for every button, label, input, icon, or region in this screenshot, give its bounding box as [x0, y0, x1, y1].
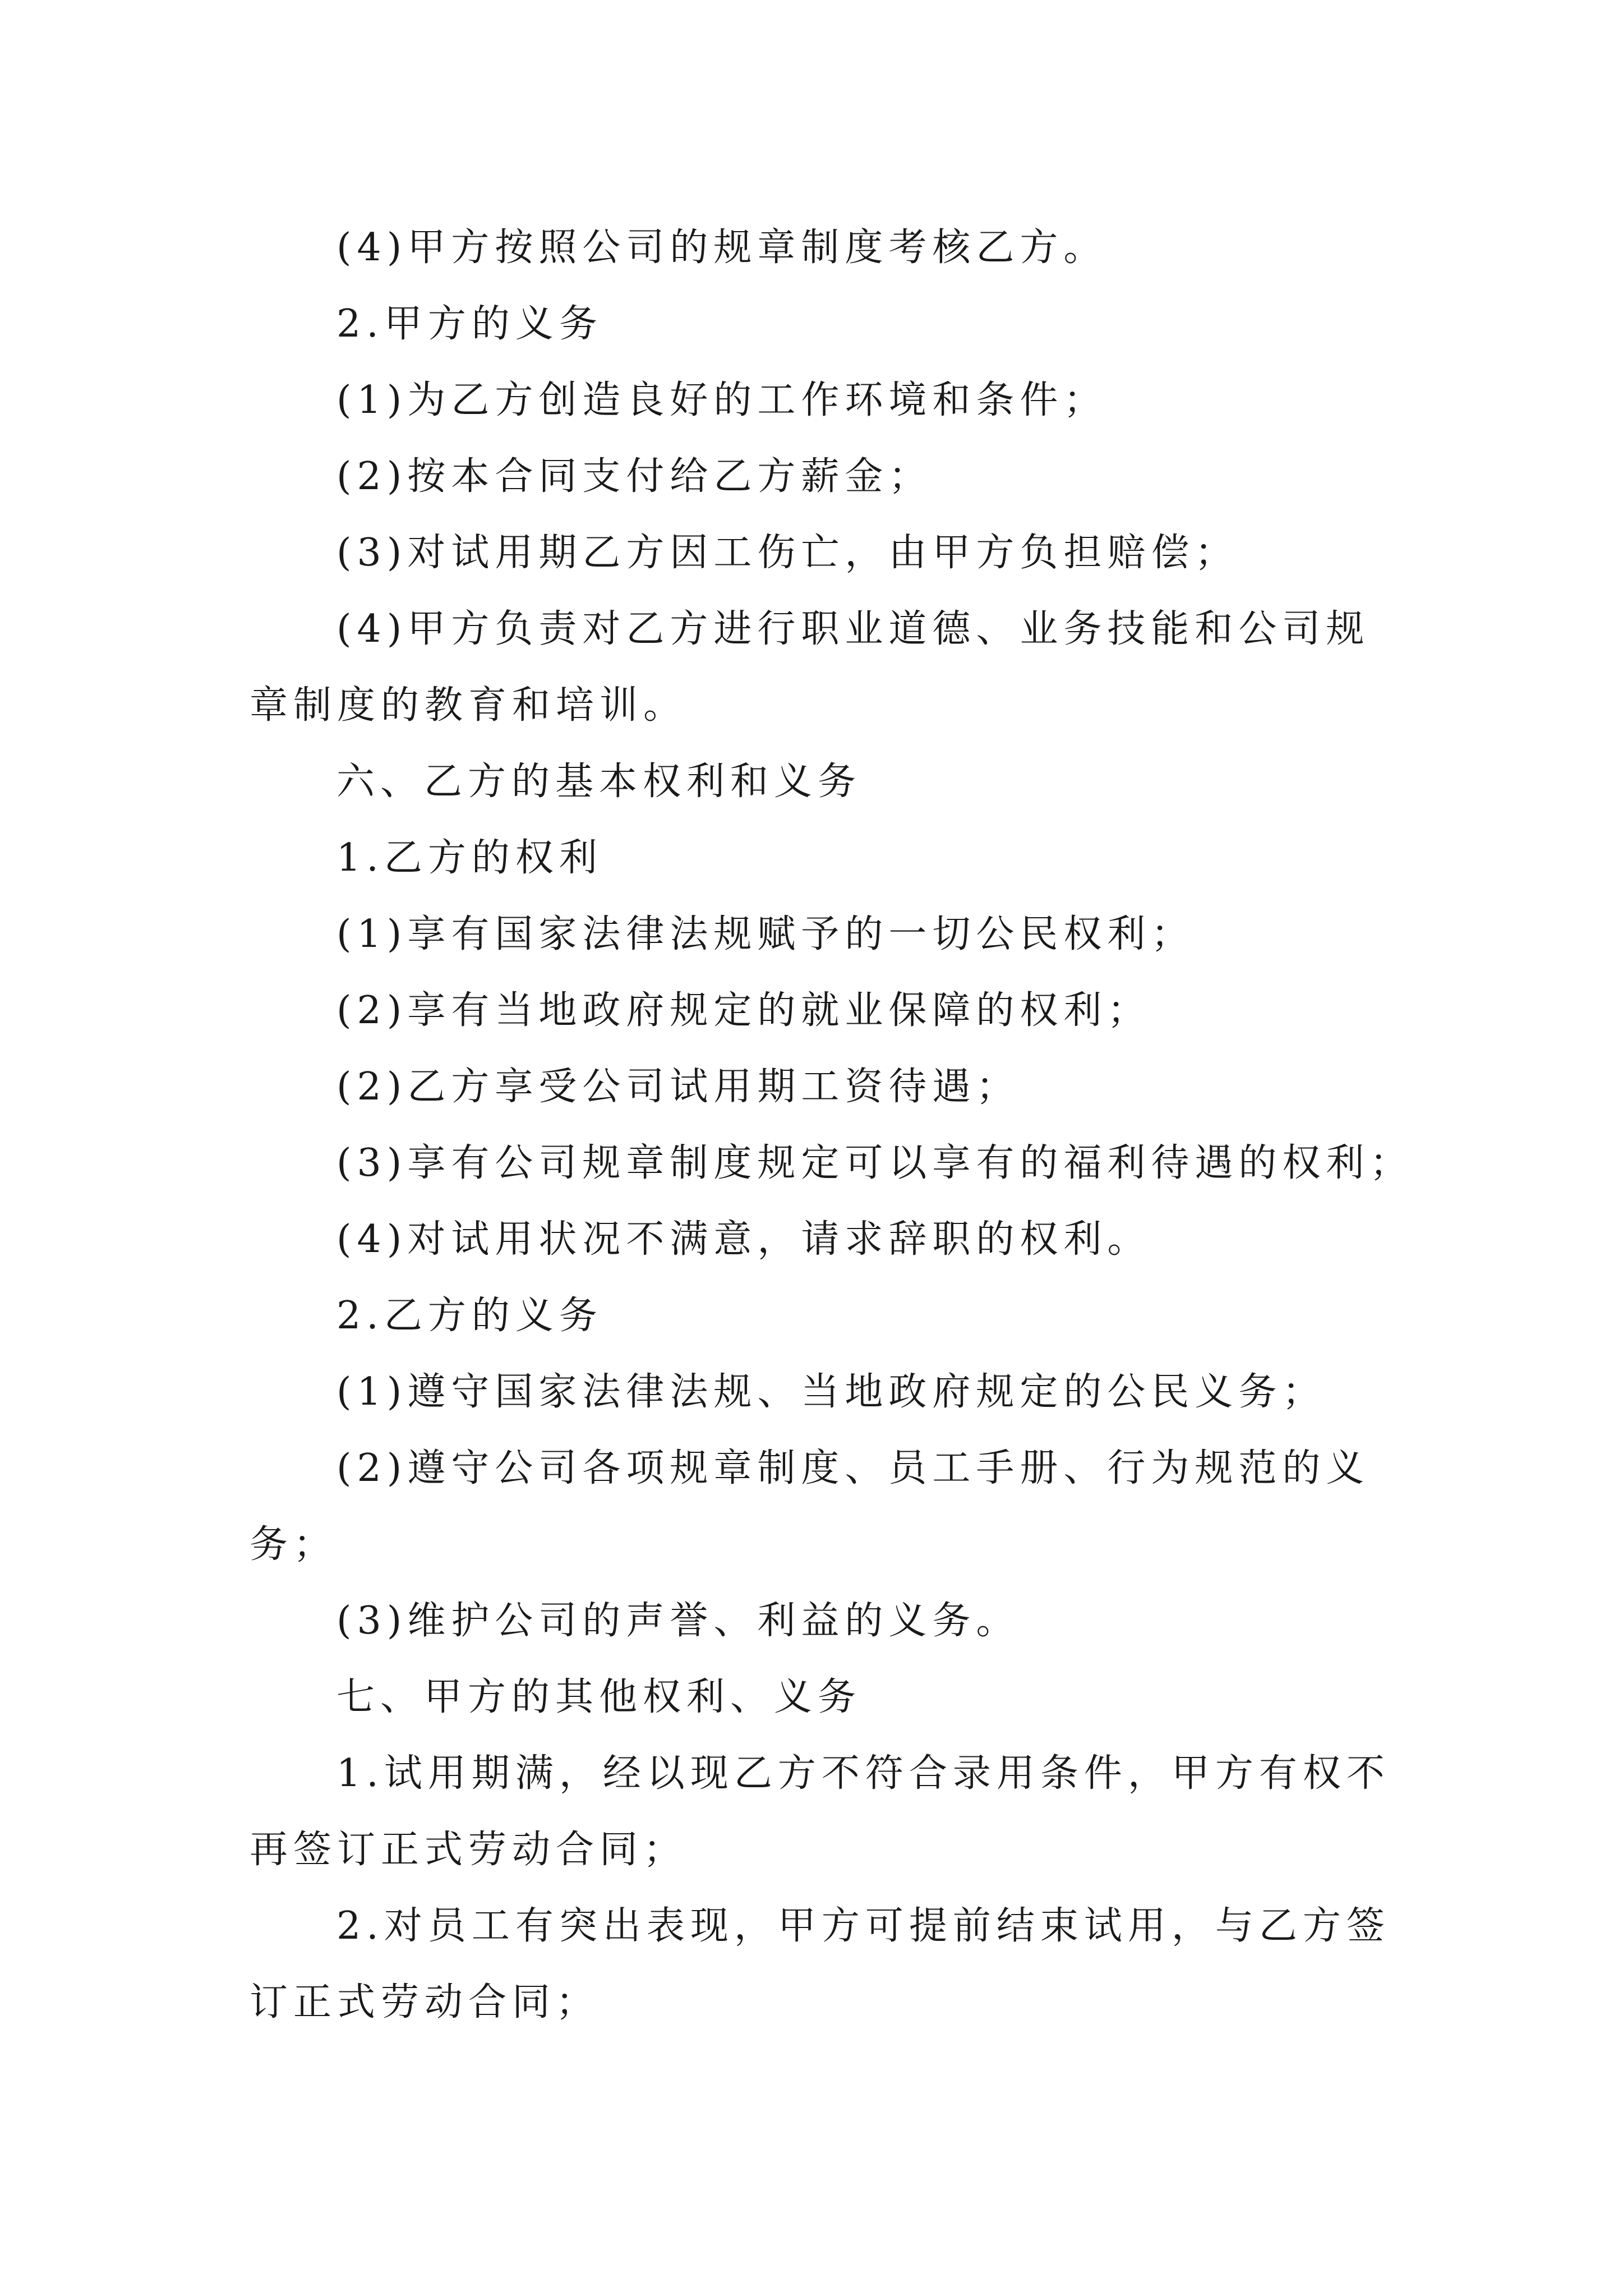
text-line: (1)为乙方创造良好的工作环境和条件；: [336, 378, 1108, 422]
text-line: 七、甲方的其他权利、义务: [336, 1675, 862, 1719]
text-line: 2.对员工有突出表现，甲方可提前结束试用，与乙方签: [336, 1904, 1390, 1948]
text-line: 务；: [250, 1522, 338, 1567]
text-line: 2.乙方的义务: [336, 1294, 603, 1338]
text-line: (4)对试用状况不满意，请求辞职的权利。: [336, 1217, 1151, 1262]
text-line: 2.甲方的义务: [336, 302, 603, 346]
text-line: 六、乙方的基本权利和义务: [336, 760, 862, 804]
text-line: 章制度的教育和培训。: [250, 683, 688, 728]
text-line: (2)遵守公司各项规章制度、员工手册、行为规范的义: [336, 1446, 1370, 1490]
text-line: 再签订正式劳动合同；: [250, 1828, 688, 1872]
text-line: (3)享有公司规章制度规定可以享有的福利待遇的权利；: [336, 1141, 1414, 1185]
text-line: 1.乙方的权利: [336, 836, 603, 880]
text-line: (3)对试用期乙方因工伤亡，由甲方负担赔偿；: [336, 531, 1239, 575]
text-line: (2)享有当地政府规定的就业保障的权利；: [336, 988, 1151, 1033]
text-line: (3)维护公司的声誉、利益的义务。: [336, 1599, 1020, 1643]
text-line: 1.试用期满，经以现乙方不符合录用条件，甲方有权不: [336, 1751, 1390, 1796]
text-line: 订正式劳动合同；: [250, 1980, 600, 2024]
text-line: (4)甲方按照公司的规章制度考核乙方。: [336, 226, 1108, 270]
text-line: (2)乙方享受公司试用期工资待遇；: [336, 1065, 1020, 1109]
text-line: (4)甲方负责对乙方进行职业道德、业务技能和公司规: [336, 607, 1370, 651]
text-line: (1)遵守国家法律法规、当地政府规定的公民义务；: [336, 1370, 1326, 1414]
text-line: (1)享有国家法律法规赋予的一切公民权利；: [336, 912, 1195, 956]
text-line: (2)按本合同支付给乙方薪金；: [336, 454, 933, 499]
